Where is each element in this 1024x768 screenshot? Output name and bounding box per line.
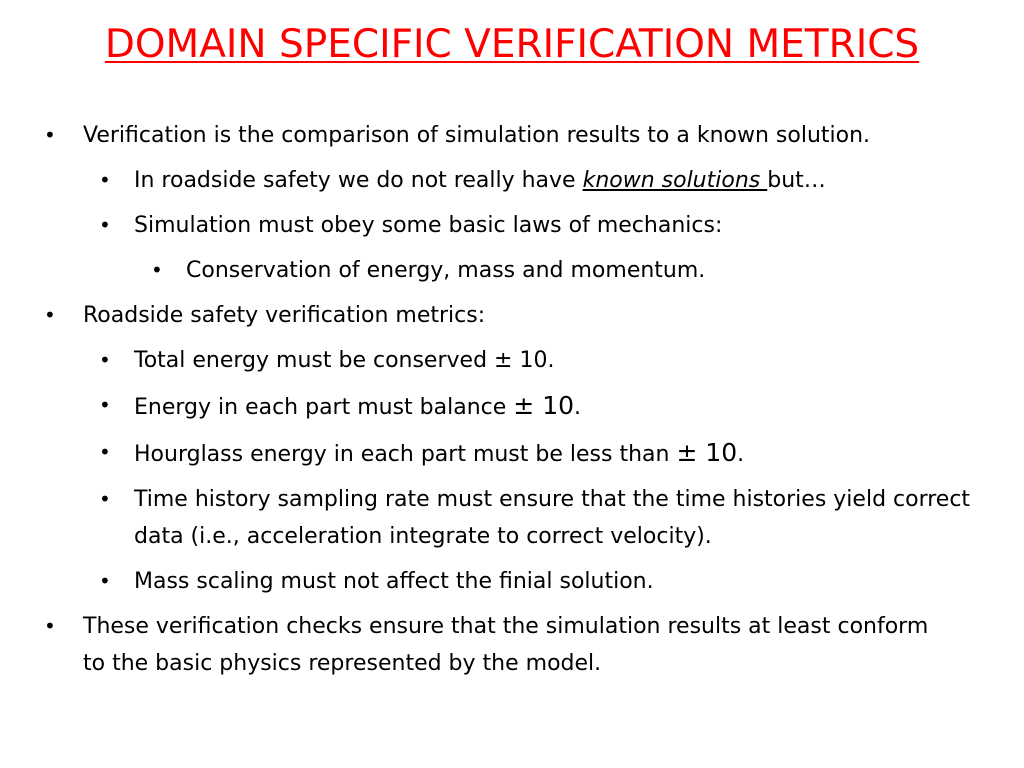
emphasized-text: known solutions — [582, 168, 768, 193]
sub-sub-bullet-item — [0, 252, 966, 289]
bullet-dot-icon: • — [99, 487, 111, 511]
bullet-text: These verification checks ensure that the simulation results at least conform to the basic physics represented by the model. — [83, 614, 929, 676]
bullet-dot-icon: • — [44, 303, 56, 327]
bullet-dot-icon: • — [44, 614, 56, 638]
bullet-item — [0, 297, 943, 334]
bullet-text: In roadside safety we do not really have — [134, 168, 583, 193]
bullet-text-suffix: . — [574, 395, 582, 420]
bullet-text-suffix: . — [737, 442, 745, 467]
bullet-text: Verification is the comparison of simulation results to a known solution. — [83, 123, 871, 148]
bullet-text: Energy in each part must balance — [134, 395, 514, 420]
bullet-text: Conservation of energy, mass and momentum. — [186, 258, 706, 283]
bullet-list — [0, 117, 1024, 690]
sub-bullet-item — [0, 207, 974, 244]
bullet-item — [0, 608, 943, 682]
sub-bullet-item — [0, 481, 974, 555]
bullet-dot-icon: • — [99, 168, 111, 192]
sub-bullet-item — [0, 563, 974, 600]
bullet-text: Total energy must be conserved ± 10. — [134, 348, 555, 373]
bullet-dot-icon: • — [99, 440, 111, 464]
slide-title: DOMAIN SPECIFIC VERIFICATION METRICS — [104, 22, 920, 67]
bullet-dot-icon: • — [99, 393, 111, 417]
bullet-text: Mass scaling must not affect the finial solution. — [134, 569, 654, 594]
bullet-text: Roadside safety verification metrics: — [83, 303, 486, 328]
bullet-dot-icon: • — [99, 348, 111, 372]
sub-bullet-item — [0, 162, 974, 199]
bullet-text-suffix: but… — [767, 168, 826, 193]
bullet-text: Hourglass energy in each part must be less than — [134, 442, 677, 467]
bullet-text: Time history sampling rate must ensure that the time histories yield correct data (i.e., acceleration integrate to correct velocity). — [134, 487, 971, 549]
bullet-dot-icon: • — [99, 569, 111, 593]
tolerance-value: ± 10 — [676, 438, 738, 467]
bullet-dot-icon: • — [151, 258, 163, 282]
bullet-item — [0, 117, 943, 154]
bullet-text: Simulation must obey some basic laws of mechanics: — [134, 213, 723, 238]
bullet-dot-icon: • — [44, 123, 56, 147]
bullet-dot-icon: • — [99, 213, 111, 237]
tolerance-value: ± 10 — [513, 391, 575, 420]
sub-bullet-item — [0, 434, 974, 473]
sub-bullet-item — [0, 342, 974, 379]
sub-bullet-item — [0, 387, 974, 426]
